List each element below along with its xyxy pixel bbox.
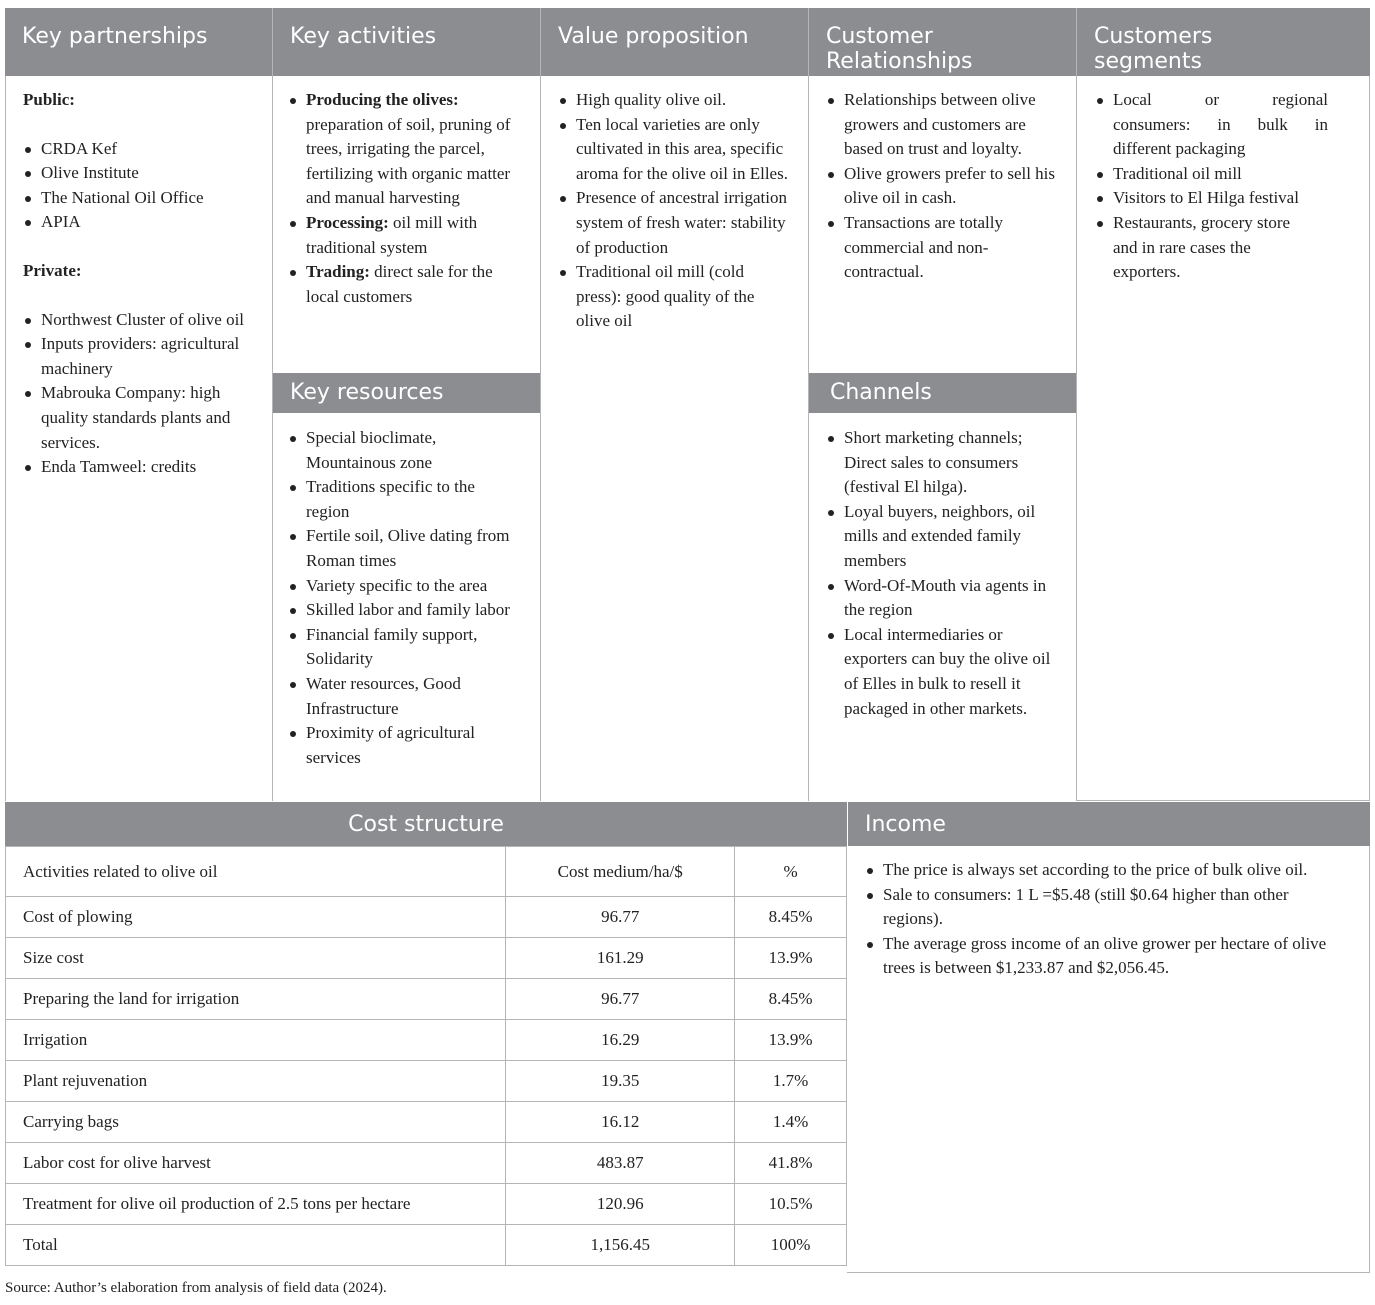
- resource-item: Financial family support, Solidarity: [288, 623, 518, 672]
- activity-text: direct sale for the local customers: [306, 262, 493, 306]
- table-row: [6, 897, 847, 938]
- activity-text: preparation of soil, pruning of trees, irrigating the parcel, fertilizing with organic matter and manual harvesting: [306, 114, 511, 208]
- header-key-partnerships: Key partnerships: [5, 8, 272, 76]
- activity-text: oil mill with traditional system: [306, 212, 478, 257]
- cost-activity: Size cost: [6, 938, 506, 979]
- table-row-total: [6, 1225, 847, 1266]
- segment-item: Traditional oil mill: [1095, 162, 1328, 187]
- table-row: [6, 1143, 847, 1184]
- income-item: The average gross income of an olive grower per hectare of olive trees is between $1,233.87 and $2,056.45.: [865, 932, 1336, 981]
- private-label: Private:: [23, 260, 82, 280]
- segment-item: Restaurants, grocery store and in rare cases the exporters.: [1095, 211, 1328, 285]
- header-cost-structure: Cost structure: [5, 802, 847, 846]
- cost-value: 1,156.45: [506, 1225, 735, 1266]
- cost-percent: 10.5%: [735, 1184, 847, 1225]
- cost-percent: 13.9%: [735, 938, 847, 979]
- activity-item: [288, 260, 524, 309]
- cost-percent: 100%: [735, 1225, 847, 1266]
- partner-public-item: The National Oil Office: [23, 186, 252, 211]
- cost-activity: Plant rejuvenation: [6, 1061, 506, 1102]
- public-label: Public:: [23, 90, 75, 109]
- table-row: [6, 938, 847, 979]
- cost-activity: Total: [6, 1225, 506, 1266]
- header-channels: Channels: [809, 373, 1076, 413]
- column-header: %: [735, 847, 847, 897]
- table-header-row: [6, 847, 847, 897]
- cost-percent: 41.8%: [735, 1143, 847, 1184]
- partner-private-item: Mabrouka Company: high quality standards plants and services.: [23, 381, 252, 455]
- cost-value: 19.35: [506, 1061, 735, 1102]
- partner-private-item: Enda Tamweel: credits: [23, 455, 252, 480]
- cost-value: 120.96: [506, 1184, 735, 1225]
- partner-public-item: APIA: [23, 210, 252, 235]
- value-item: Presence of ancestral irrigation system of fresh water: stability of production: [558, 186, 792, 260]
- resource-item: Traditions specific to the region: [288, 475, 518, 524]
- header-income: Income: [848, 802, 1370, 846]
- channel-item: Local intermediaries or exporters can buy the olive oil of Elles in bulk to resell it packaged in other markets.: [826, 623, 1060, 721]
- partner-private-item: Northwest Cluster of olive oil: [23, 308, 252, 333]
- activity-item: [288, 211, 524, 260]
- resource-item: Proximity of agricultural services: [288, 721, 518, 770]
- channel-item: Loyal buyers, neighbors, oil mills and extended family members: [826, 500, 1060, 574]
- segment-line: consumers: in bulk in: [1113, 114, 1328, 134]
- header-customer-relationships: Customer Relationships: [809, 8, 1076, 76]
- segment-item: Visitors to El Hilga festival: [1095, 186, 1328, 211]
- resource-item: Special bioclimate, Mountainous zone: [288, 426, 518, 475]
- cost-activity: Irrigation: [6, 1020, 506, 1061]
- activity-bold: Producing the olives:: [306, 90, 459, 109]
- cost-value: 161.29: [506, 938, 735, 979]
- table-row: [6, 979, 847, 1020]
- header-key-resources: Key resources: [273, 373, 540, 413]
- cost-value: 16.29: [506, 1020, 735, 1061]
- cost-value: 483.87: [506, 1143, 735, 1184]
- partner-private-item: Inputs providers: agricultural machinery: [23, 332, 252, 381]
- header-customer-segments: Customers segments: [1077, 8, 1370, 76]
- resource-item: Variety specific to the area: [288, 574, 518, 599]
- customer-relationships-cell: [809, 88, 1076, 285]
- value-item: Traditional oil mill (cold press): good quality of the olive oil: [558, 260, 792, 334]
- channel-item: Word-Of-Mouth via agents in the region: [826, 574, 1060, 623]
- segment-line: Local or regional: [1113, 90, 1328, 109]
- cost-activity: Carrying bags: [6, 1102, 506, 1143]
- relationship-item: Olive growers prefer to sell his olive oil in cash.: [826, 162, 1060, 211]
- partner-public-item: CRDA Kef: [23, 137, 252, 162]
- customer-segments-cell: [1077, 88, 1370, 285]
- cost-value: 16.12: [506, 1102, 735, 1143]
- cost-activity: Cost of plowing: [6, 897, 506, 938]
- resource-item: Water resources, Good Infrastructure: [288, 672, 518, 721]
- value-item: Ten local varieties are only cultivated in this area, specific aroma for the olive oil in Elles.: [558, 113, 792, 187]
- income-cell: [848, 858, 1370, 981]
- header-key-activities: Key activities: [273, 8, 540, 76]
- column-header: Cost medium/ha/$: [506, 847, 735, 897]
- cost-activity: Treatment for olive oil production of 2.5 tons per hectare: [6, 1184, 506, 1225]
- table-row: [6, 1102, 847, 1143]
- income-item: Sale to consumers: 1 L =$5.48 (still $0.64 higher than other regions).: [865, 883, 1336, 932]
- table-row: [6, 1061, 847, 1102]
- header-value-proposition: Value proposition: [541, 8, 808, 76]
- key-activities-cell: [273, 88, 540, 309]
- resource-item: Fertile soil, Olive dating from Roman times: [288, 524, 518, 573]
- source-note: Source: Author’s elaboration from analysis of field data (2024).: [5, 1280, 387, 1296]
- cost-percent: 8.45%: [735, 979, 847, 1020]
- cost-activity: Preparing the land for irrigation: [6, 979, 506, 1020]
- partner-public-item: Olive Institute: [23, 161, 252, 186]
- cost-table: [5, 846, 847, 1266]
- cost-value: 96.77: [506, 897, 735, 938]
- cost-percent: 1.7%: [735, 1061, 847, 1102]
- value-item: High quality olive oil.: [558, 88, 792, 113]
- table-row: [6, 1184, 847, 1225]
- segment-item: [1095, 88, 1328, 162]
- table-row: [6, 1020, 847, 1061]
- key-partnerships-cell: [5, 88, 272, 480]
- channels-cell: [809, 426, 1076, 721]
- resource-item: Skilled labor and family labor: [288, 598, 518, 623]
- activity-item: [288, 88, 524, 211]
- cost-percent: 8.45%: [735, 897, 847, 938]
- channel-item: Short marketing channels; Direct sales to consumers (festival El hilga).: [826, 426, 1060, 500]
- income-item: The price is always set according to the price of bulk olive oil.: [865, 858, 1336, 883]
- segment-line: different packaging: [1113, 139, 1246, 159]
- cost-activity: Labor cost for olive harvest: [6, 1143, 506, 1184]
- relationship-item: Transactions are totally commercial and non-contractual.: [826, 211, 1060, 285]
- column-header: Activities related to olive oil: [6, 847, 506, 897]
- cost-value: 96.77: [506, 979, 735, 1020]
- cost-percent: 1.4%: [735, 1102, 847, 1143]
- activity-bold: Trading:: [306, 262, 370, 282]
- relationship-item: Relationships between olive growers and customers are based on trust and loyalty.: [826, 88, 1060, 162]
- cost-percent: 13.9%: [735, 1020, 847, 1061]
- key-resources-cell: [273, 426, 540, 770]
- activity-bold: Processing:: [306, 212, 389, 232]
- value-proposition-cell: [541, 88, 808, 334]
